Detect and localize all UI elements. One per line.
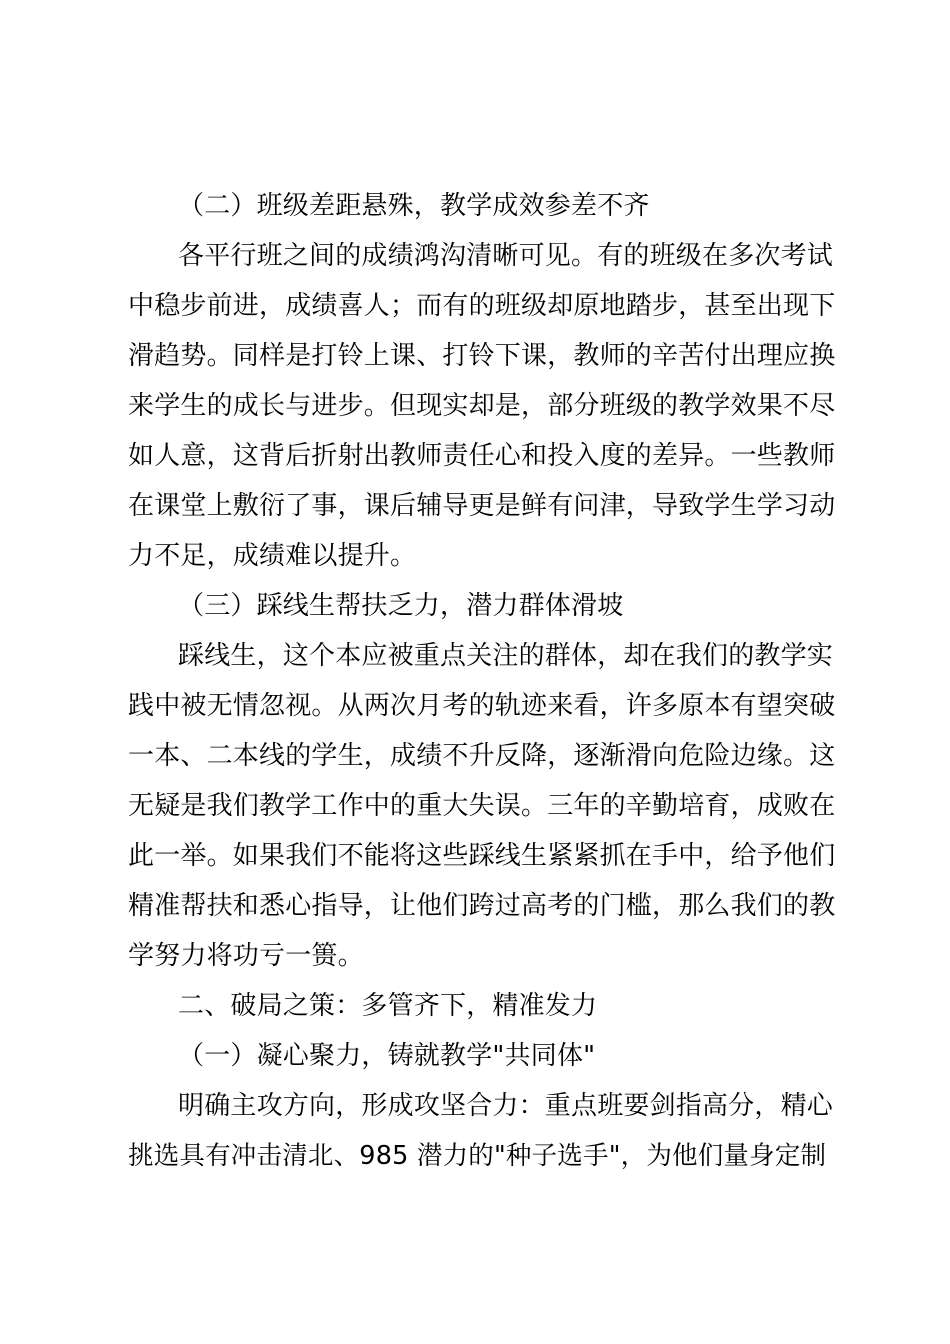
section-heading-community: （一）凝心聚力，铸就教学"共同体" bbox=[178, 1041, 596, 1071]
section-heading-class-gap: （二）班级差距悬殊，教学成效参差不齐 bbox=[178, 191, 650, 221]
paragraph-line: 学努力将功亏一篑。 bbox=[128, 941, 364, 971]
paragraph-line: 中稳步前进，成绩喜人；而有的班级却原地踏步，甚至出现下 bbox=[128, 291, 836, 321]
paragraph-line: 无疑是我们教学工作中的重大失误。三年的辛勤培育，成败在 bbox=[128, 791, 836, 821]
paragraph-line: 一本、二本线的学生，成绩不升反降，逐渐滑向危险边缘。这 bbox=[128, 741, 836, 771]
paragraph-line: 来学生的成长与进步。但现实却是，部分班级的教学效果不尽 bbox=[128, 391, 836, 421]
paragraph-line: 力不足，成绩难以提升。 bbox=[128, 541, 417, 571]
paragraph-line: 践中被无情忽视。从两次月考的轨迹来看，许多原本有望突破 bbox=[128, 691, 836, 721]
paragraph-line: 各平行班之间的成绩鸿沟清晰可见。有的班级在多次考试 bbox=[178, 241, 834, 271]
paragraph-line: 精准帮扶和悉心指导，让他们跨过高考的门槛，那么我们的教 bbox=[128, 891, 836, 921]
paragraph-line: 滑趋势。同样是打铃上课、打铃下课，教师的辛苦付出理应换 bbox=[128, 341, 836, 371]
paragraph-line: 踩线生，这个本应被重点关注的群体，却在我们的教学实 bbox=[178, 641, 834, 671]
paragraph-line: 此一举。如果我们不能将这些踩线生紧紧抓在手中，给予他们 bbox=[128, 841, 836, 871]
section-heading-strategy: 二、破局之策：多管齐下，精准发力 bbox=[178, 991, 598, 1021]
section-heading-borderline-students: （三）踩线生帮扶乏力，潜力群体滑坡 bbox=[178, 591, 624, 621]
paragraph-line: 在课堂上敷衍了事，课后辅导更是鲜有问津，导致学生学习动 bbox=[128, 491, 836, 521]
paragraph-line: 挑选具有冲击清北、985 潜力的"种子选手"，为他们量身定制 bbox=[128, 1141, 827, 1171]
paragraph-line: 如人意，这背后折射出教师责任心和投入度的差异。一些教师 bbox=[128, 441, 836, 471]
paragraph-line: 明确主攻方向，形成攻坚合力：重点班要剑指高分，精心 bbox=[178, 1091, 834, 1121]
